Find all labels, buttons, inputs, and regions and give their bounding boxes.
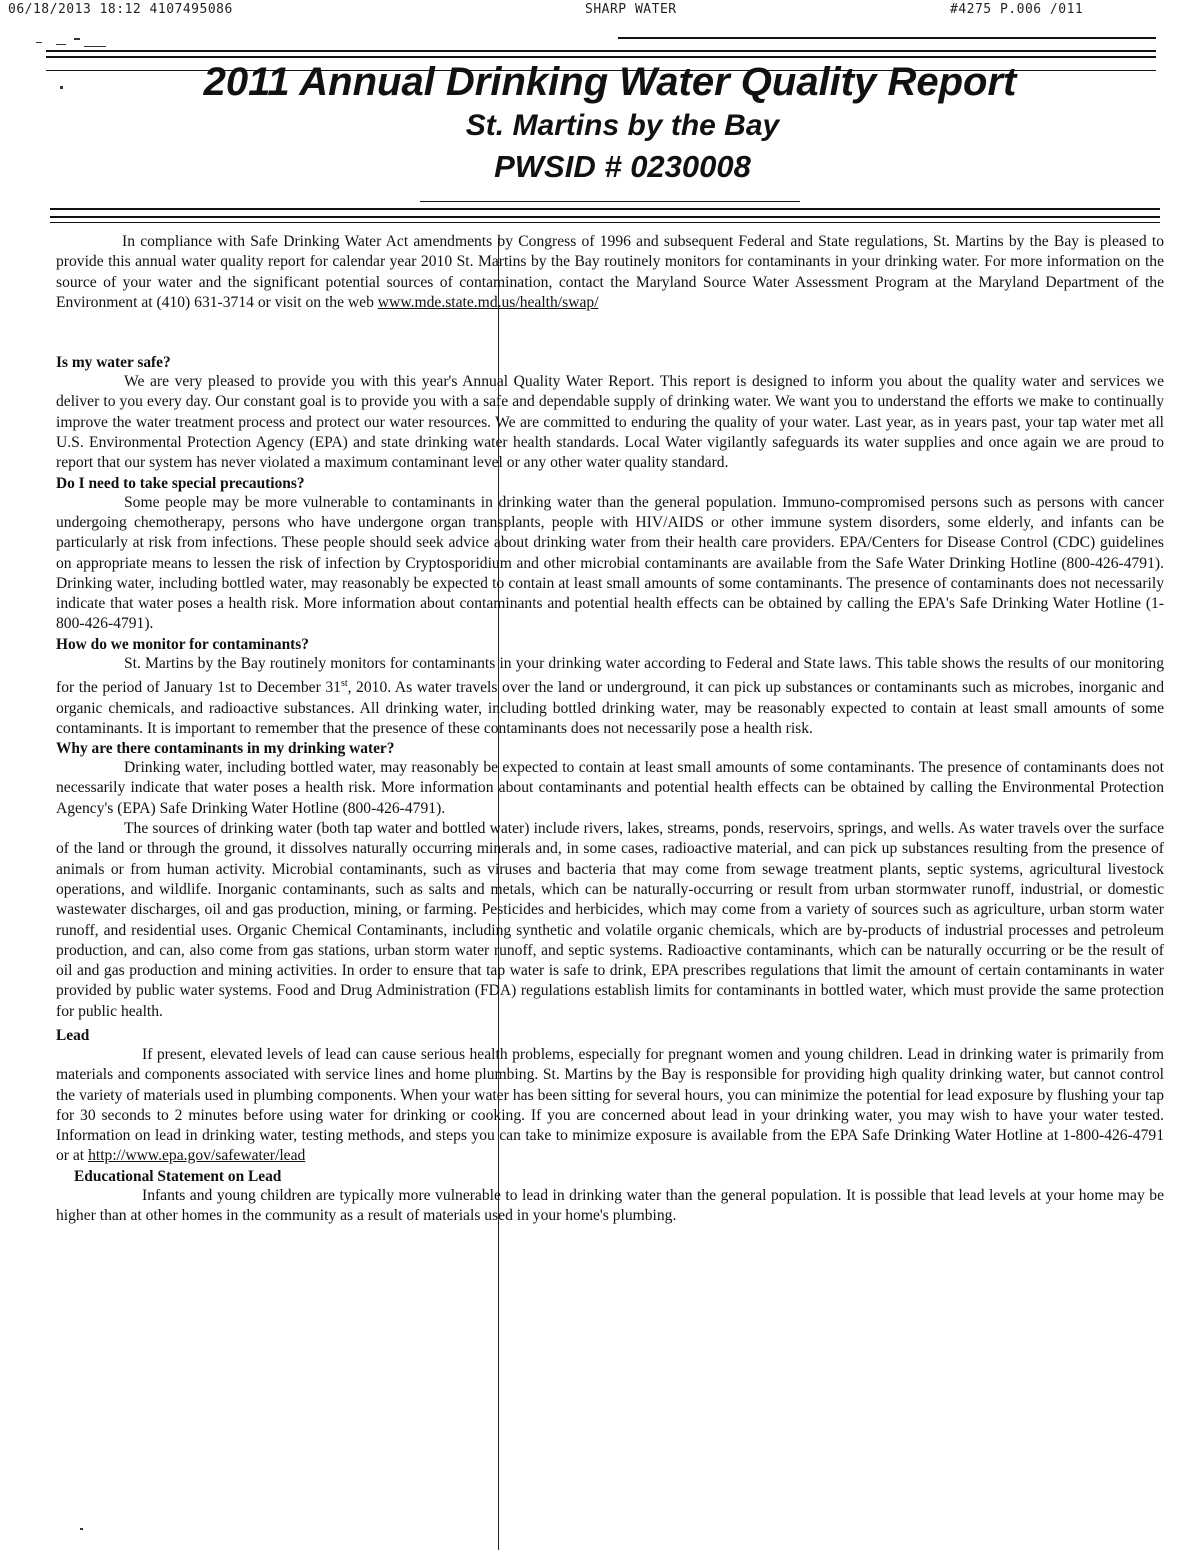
fax-page-number: #4275 P.006 /011 xyxy=(950,2,1084,17)
paragraph-special-precautions: Some people may be more vulnerable to contaminants in drinking water than the general population. Immuno-compromised persons such as persons with cancer undergoing chemotherapy, persons who have undergone organ transplants, people with HIV/AIDS or other immune system disorders, some elderly, and infants can be particularly at risk from infections. These people should seek advice about drinking water from their health care providers. EPA/Centers for Disease Control (CDC) guidelines on appropriate means to lessen the risk of infection by Cryptosporidium and other microbial contaminants are available from the Safe Water Drinking Hotline (800-426-4791). Drinking water, including bottled water, may reasonably be expected to contain at least small amounts of some contaminants. The presence of contaminants does not necessarily indicate that water poses a health risk. More information about contaminants and potential health effects can be obtained by calling the EPA's Safe Drinking Water Hotline (1-800-426-4791). xyxy=(56,493,1164,633)
heading-why-contaminants: Why are there contaminants in my drinking water? xyxy=(56,740,395,758)
heading-lead: Lead xyxy=(56,1026,90,1044)
paragraph-water-safe: We are very pleased to provide you with this year's Annual Quality Water Report. This report is designed to inform you about the quality water and services we deliver to you every day. Our constant goal is to provide you with a safe and dependable supply of drinking water. We want you to understand the efforts we make to continually improve the water treatment process and protect our water resources. We are committed to enduring the quality of your water. Last year, as in years past, your tap water met all U.S. Environmental Protection Agency (EPA) and state drinking water health standards. Local Water vigilantly safeguards its water supplies and once again we are proud to report that our system has never violated a maximum contaminant level or any other water quality standard. xyxy=(56,373,1164,472)
report-pwsid: PWSID # 0230008 xyxy=(494,149,751,184)
heading-monitor-contaminants: How do we monitor for contaminants? xyxy=(56,635,309,653)
paragraph-why-contaminants-1: Drinking water, including bottled water, may reasonably be expected to contain at least small amounts of some contaminants. The presence of contaminants does not necessarily indicate that water poses a health risk. More information about contaminants and potential health effects can be obtained by calling the Environmental Protection Agency's (EPA) Safe Drinking Water Hotline (800-426-4791). xyxy=(56,759,1164,817)
intro-paragraph xyxy=(56,232,1164,313)
fax-sender: SHARP WATER xyxy=(585,2,677,17)
paragraph-educational-lead: Infants and young children are typically more vulnerable to lead in drinking water than the general population. It is possible that lead levels at your home may be higher than at other homes in the community as a result of materials used in your home's plumbing. xyxy=(56,1186,1164,1225)
title-rule-2 xyxy=(50,208,1160,210)
paragraph-lead xyxy=(56,1045,1164,1167)
fax-header xyxy=(0,2,1200,20)
title-rule-3 xyxy=(50,216,1160,218)
title-rule-4 xyxy=(50,222,1160,223)
heading-educational-lead: Educational Statement on Lead xyxy=(74,1167,282,1185)
monitor-text-part2: , 2010. As water travels over the land or underground, it can pick up substances or contaminants such as microbes, inorganic and organic chemicals, and radioactive substances. All drinking water, including bottled drinking water, may be reasonably expected to contain at least small amounts of some contaminants. It is important to remember that the presence of these contaminants does not necessarily pose a health risk. xyxy=(56,679,1164,737)
monitor-text-part1: St. Martins by the Bay routinely monitors for contaminants in your drinking water according to Federal and State laws. This table shows the results of our monitoring for the period of January 1st to December 31 xyxy=(56,654,1164,697)
mde-link[interactable]: www.mde.state.md.us/health/swap/ xyxy=(377,293,599,311)
epa-lead-link[interactable]: http://www.epa.gov/safewater/lead xyxy=(88,1147,306,1165)
report-body xyxy=(56,232,1164,1226)
heading-special-precautions: Do I need to take special precautions? xyxy=(56,474,305,492)
scan-speck xyxy=(56,44,66,45)
header-rule-top xyxy=(618,37,1156,39)
fax-datetime: 06/18/2013 18:12 4107495086 xyxy=(8,2,233,17)
report-title-block xyxy=(60,58,1150,188)
scan-speck xyxy=(84,46,106,47)
intro-text: In compliance with Safe Drinking Water Act amendments by Congress of 1996 and subsequent Federal and State regulations, St. Martins by the Bay is pleased to provide this annual water quality report for calendar year 2010 St. Martins by the Bay routinely monitors for contaminants in your drinking water. For more information on the source of your water and the significant potential sources of contamination, contact the Maryland Source Water Assessment Program at the Maryland Department of the Environment at (410) 631-3714 or visit on the web xyxy=(56,233,1164,311)
scan-speck xyxy=(80,1528,83,1530)
report-subtitle: St. Martins by the Bay xyxy=(465,109,780,142)
scan-speck xyxy=(36,42,42,43)
lead-text: If present, elevated levels of lead can cause serious health problems, especially for pregnant women and young children. Lead in drinking water is primarily from materials and components associated with service lines and home plumbing. St. Martins by the Bay is responsible for providing high quality drinking water, but cannot control the variety of materials used in plumbing components. When your water has been sitting for several hours, you can minimize the potential for lead exposure by flushing your tap for 30 seconds to 2 minutes before using water for drinking or cooking. If you are concerned about lead in your drinking water, you may wish to have your water tested. Information on lead in drinking water, testing methods, and steps you can take to minimize exposure is available from the EPA Safe Drinking Water Hotline at 1-800-426-4791 or at xyxy=(56,1045,1164,1165)
scan-speck xyxy=(74,38,80,40)
title-rule-1 xyxy=(420,201,800,202)
header-rule-1 xyxy=(46,50,1156,52)
paragraph-monitor-contaminants xyxy=(56,654,1164,739)
report-title: 2011 Annual Drinking Water Quality Report xyxy=(203,60,1017,104)
monitor-superscript: st xyxy=(340,678,348,690)
heading-is-my-water-safe: Is my water safe? xyxy=(56,354,171,372)
paragraph-why-contaminants-2: The sources of drinking water (both tap water and bottled water) include rivers, lakes, streams, ponds, reservoirs, springs, and wells. As water travels over the surface of the land or through the ground, it dissolves naturally occurring minerals and, in some cases, radioactive material, and can pick up substances resulting from the presence of animals or from human activity. Microbial contaminants, such as viruses and bacteria that may come from sewage treatment plants, septic systems, agricultural livestock operations, and wildlife. Inorganic contaminants, such as salts and metals, which can be naturally-occurring or result from urban stormwater runoff, industrial, or domestic wastewater discharges, oil and gas production, mining, or farming. Pesticides and herbicides, which may come from a variety of sources such as agriculture, urban storm water runoff, and residential uses. Organic Chemical Contaminants, including synthetic and volatile organic chemicals, which are by-products of industrial processes and petroleum production, and can, also come from gas stations, urban storm water runoff, and septic systems. Radioactive contaminants, which can be naturally occurring or be the result of oil and gas production and mining activities. In order to ensure that tap water is safe to drink, EPA prescribes regulations that limit the amount of certain contaminants in water provided by public water systems. Food and Drug Administration (FDA) regulations establish limits for contaminants in bottled water, which must provide the same protection for public health. xyxy=(56,820,1164,1020)
